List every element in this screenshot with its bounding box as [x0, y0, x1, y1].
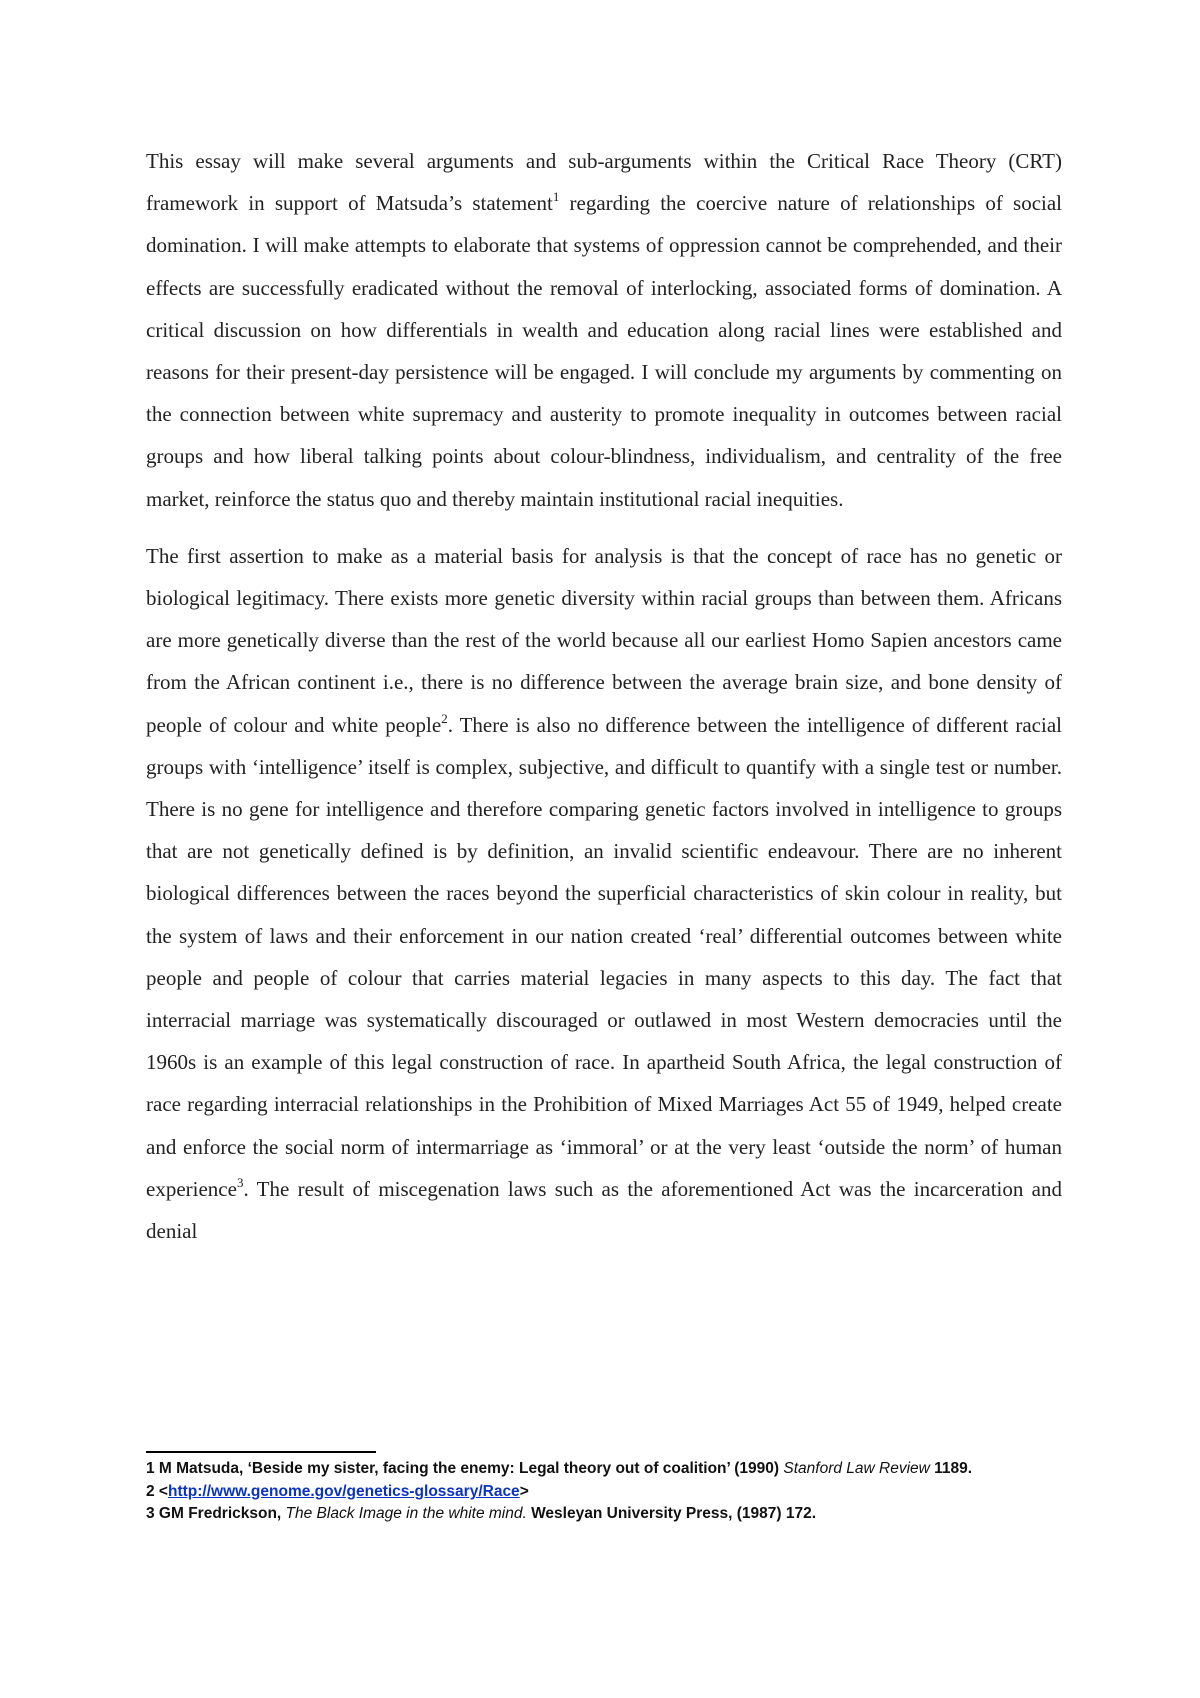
paragraph-text: . The result of miscegenation laws such as the aforementioned Act was the incarceration and denial — [146, 1176, 1062, 1244]
paragraph-text: This essay will make several arguments and sub-arguments within the Critical Race Theory (CRT) framework in support of Matsuda’s statement — [146, 149, 1062, 216]
essay-body — [146, 140, 1062, 1267]
footnote-text: 1 M Matsuda, ‘Beside my sister, facing the enemy: Legal theory out of coalition’ (1990) — [146, 1460, 784, 1477]
footnote-3 — [146, 1503, 1062, 1526]
paragraph-text: The first assertion to make as a material basis for analysis is that the concept of race has no genetic or biological legitimacy. There exists more genetic diversity within racial groups than between them. Africans are more genetically diverse than the rest of the world because all our earliest Homo Sapien ancestors came from the African continent i.e., there is no difference between the average brain size, and bone density of people of colour and white people — [146, 543, 1062, 737]
footnotes — [146, 1458, 1062, 1526]
footnote-link[interactable]: http://www.genome.gov/genetics-glossary/Race — [167, 1482, 520, 1500]
paragraph-text: . There is also no difference between the intelligence of different racial groups with ‘intelligence’ itself is complex, subjective, and difficult to quantify with a single test or number. There is no gene for intelligence and therefore comparing genetic factors involved in intelligence to groups that are not genetically defined is by definition, an invalid scientific endeavour. There are no inherent biological differences between the races beyond the superficial characteristics of skin colour in reality, but the system of laws and their enforcement in our nation created ‘real’ differential outcomes between white people and people of colour that carries material legacies in many aspects to this day. The fact that interracial marriage was systematically discouraged or outlawed in most Western democracies until the 1960s is an example of this legal construction of race. In apartheid South Africa, the legal construction of race regarding interracial relationships in the Prohibition of Mixed Marriages Act 55 of 1949, helped create and enforce the social norm of intermarriage as ‘immoral’ or at the very least ‘outside the norm’ of human experience — [146, 712, 1062, 1201]
footnote-text: > — [519, 1482, 529, 1500]
paragraph-intro — [146, 140, 1062, 520]
footnote-text: 2 < — [146, 1482, 168, 1500]
footnote-ref-3: 3 — [236, 1174, 244, 1190]
paragraph-text: regarding the coercive nature of relationships of social domination. I will make attempts to elaborate that systems of oppression cannot be comprehended, and their effects are successfully eradicated without the removal of interlocking, associated forms of domination. A critical discussion on how differentials in wealth and education along racial lines were established and reasons for their present-day persistence will be engaged. I will conclude my arguments by commenting on the connection between white supremacy and austerity to promote inequality in outcomes between racial groups and how liberal talking points about colour-blindness, individualism, and centrality of the free market, reinforce the status quo and thereby maintain institutional racial inequities. — [146, 191, 1063, 511]
footnote-book-title: The Black Image in the white mind. — [285, 1505, 527, 1523]
footnote-text: 3 GM Fredrickson, — [146, 1505, 286, 1523]
footnote-text: Wesleyan University Press, (1987) 172. — [526, 1505, 816, 1523]
paragraph-race-construction — [146, 535, 1062, 1252]
footnote-journal: Stanford Law Review — [783, 1460, 930, 1477]
footnote-separator — [146, 1451, 376, 1453]
footnote-ref-1: 1 — [552, 189, 560, 205]
footnote-1 — [146, 1458, 1062, 1481]
footnote-text: 1189. — [929, 1460, 973, 1477]
footnote-ref-2: 2 — [441, 710, 448, 726]
footnote-2 — [146, 1481, 1062, 1504]
